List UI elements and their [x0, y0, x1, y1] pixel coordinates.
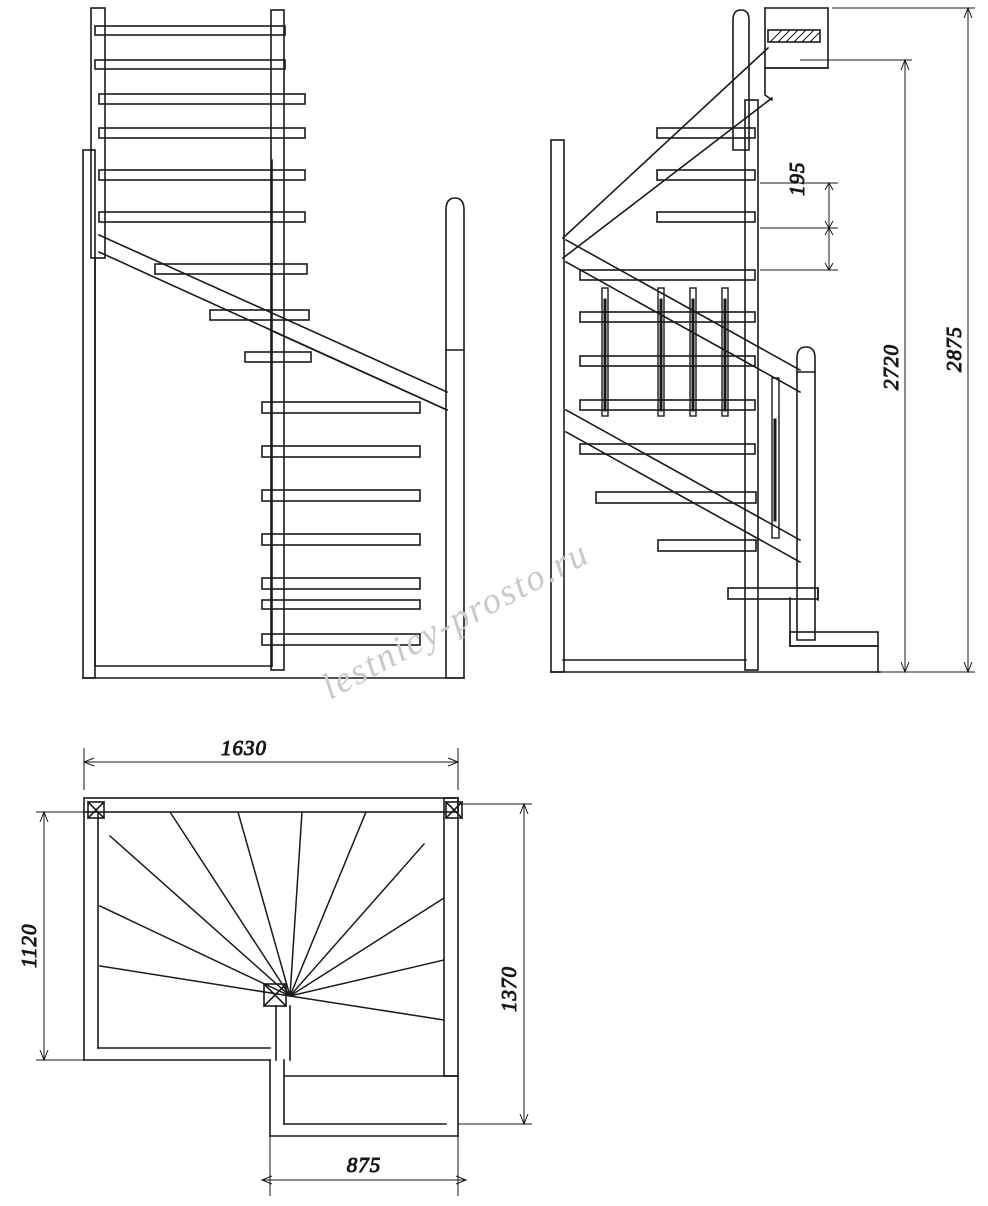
- plan-newel-posts: [88, 802, 462, 1006]
- front-stringer: [99, 235, 447, 410]
- elevation-dimensions: [760, 8, 975, 672]
- dimension-label-1370: 1370: [497, 966, 521, 1012]
- dimension-width-1630: [84, 736, 458, 790]
- dimension-label-1120: 1120: [17, 923, 41, 968]
- front-right-upper-newel: [271, 10, 284, 670]
- front-elevation-view: [83, 8, 464, 678]
- dimension-depth-1370: [458, 804, 532, 1124]
- side-left-post: [551, 140, 564, 672]
- dimension-height-2875: [832, 8, 975, 672]
- dimension-depth-1120: [17, 812, 84, 1060]
- dimension-label-2875: 2875: [942, 326, 966, 372]
- dimension-riser-195: [760, 162, 838, 271]
- front-left-top-newel: [91, 8, 105, 258]
- front-treads-and-rails: [95, 26, 420, 645]
- dimension-height-2720: [800, 60, 912, 672]
- side-floor-line: [551, 588, 880, 672]
- dimension-label-2720: 2720: [879, 344, 903, 390]
- plan-lower-flight: [276, 1006, 458, 1076]
- dimension-width-875: [262, 1136, 466, 1196]
- dimension-label-195: 195: [785, 161, 809, 196]
- plan-winder-treads: [100, 812, 444, 1020]
- plan-view: [84, 798, 462, 1136]
- side-top-newel: [733, 10, 749, 150]
- side-upper-landing: [765, 8, 828, 100]
- side-elevation-view: [551, 8, 880, 672]
- watermark: lestnicy-prosto.ru: [314, 532, 597, 708]
- dimension-label-875: 875: [346, 1153, 382, 1177]
- side-treads: [580, 128, 878, 646]
- side-upper-handrail: [563, 48, 772, 258]
- side-stringer-lines: [566, 240, 800, 562]
- dimension-label-1630: 1630: [221, 736, 267, 760]
- plan-dimensions: [17, 736, 532, 1196]
- side-right-stringer: [745, 100, 758, 670]
- front-left-lower-post: [83, 150, 95, 678]
